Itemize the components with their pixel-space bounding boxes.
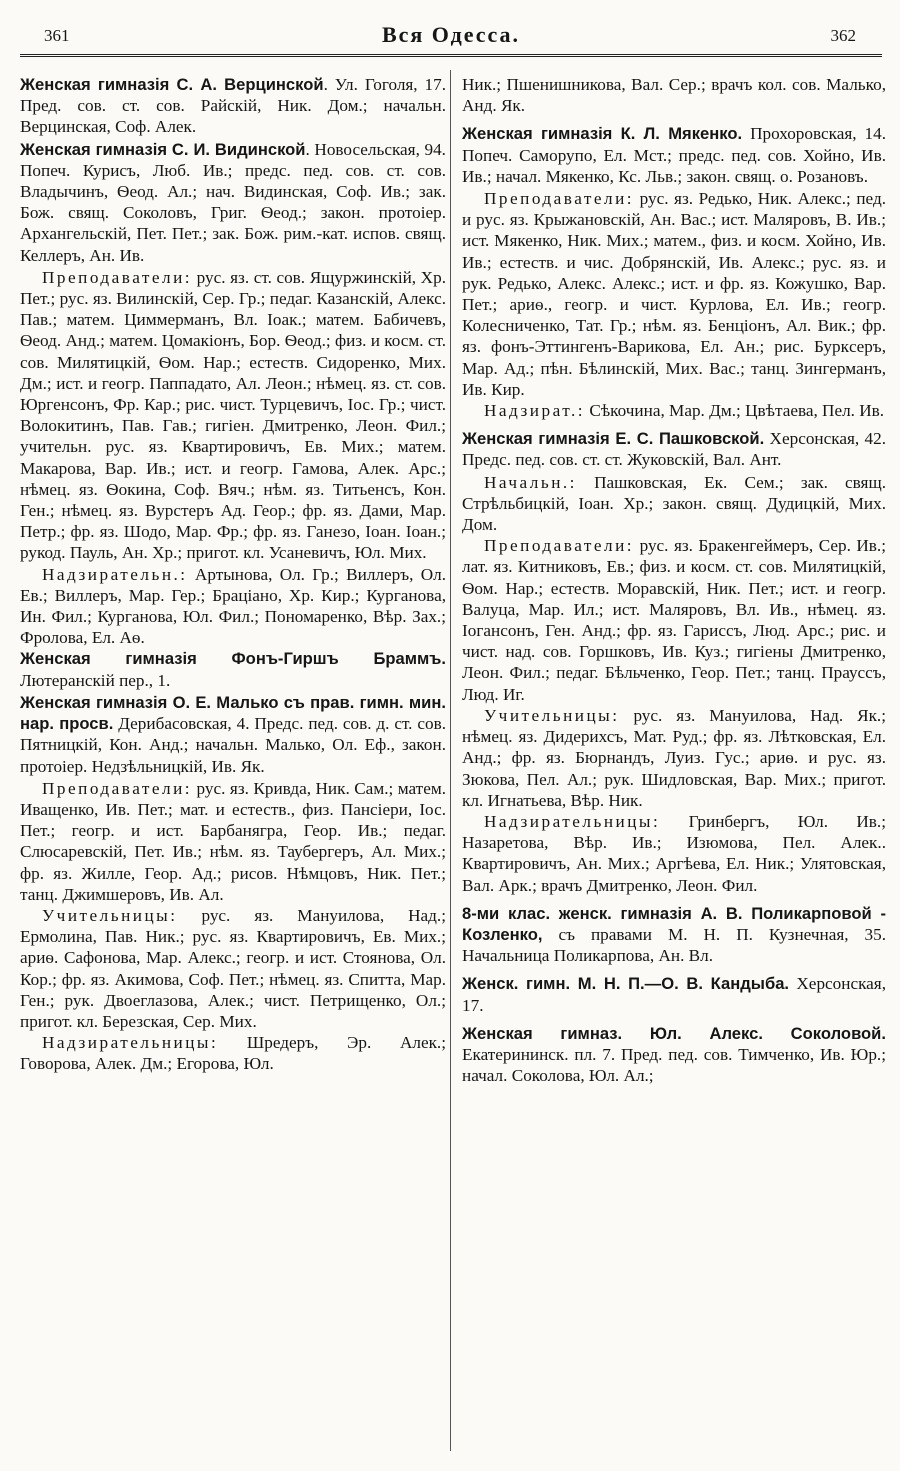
directory-entry (462, 903, 886, 967)
staff-paragraph (20, 564, 446, 649)
directory-entry (20, 74, 446, 138)
staff-paragraph (462, 472, 886, 536)
directory-entry (20, 648, 446, 690)
staff-text: рус. яз. Мануилова, Над. Як.; нѣмец. яз. Дидерихсъ, Мат. Руд.; фр. яз. Лѣтковская, Ел. Анд.; фр. яз. Бюрнандъ, Луиз. Гус.; ариѳ. и рус. яз. Зюкова, Пел. Ал.; рук. Шидловская, Вар. Мих.; пригот. кл. Игнатьева, Вѣр. Ник. (462, 705, 886, 810)
staff-label: Начальн.: (484, 472, 577, 492)
staff-label: Преподаватели: (484, 189, 635, 209)
entry-name: Женская гимназія Фонъ-Гиршъ Браммъ. (20, 649, 446, 669)
entry-name: Женск. гимн. М. Н. П.—О. В. Кандыба. (462, 974, 790, 994)
book-title: Вся Одесса. (381, 22, 521, 47)
staff-paragraph (462, 811, 886, 896)
entry-text: Херсонская, 42. Предс. пед. сов. ст. ст. Жуковскій, Вал. Ант. (462, 429, 886, 470)
staff-text: рус. яз. Редько, Ник. Алекс.; пед. и рус. яз. Крыжановскій, Ан. Вас.; ист. Маляровъ, В. Ив.; ист. Мякенко, Ник. Мих.; матем., физ. и косм. Хойно, Ив. Ив.; естеств. и чис. Добрянскій, Ив. Алекс.; рус. яз. и рук. Редько, Алекс. Алекс.; ист. и фр. яз. Кожушко, Вар. Пет.; ариѳ., геогр. и чист. Курлова, Ел. Ив.; геогр. Колесниченко, Тат. Гр.; нѣм. яз. Бенціонъ, Ал. Вик.; фр. яз. фонъ-Эттингенъ-Варикова, Ел. Ан.; рис. Буркcеръ, Мар. Ад.; пѣн. Бѣлинскій, Мих. Вас.; танц. Зингерманъ, Ив. Кир. (462, 189, 886, 399)
staff-label: Надзирательницы: (42, 1033, 219, 1053)
entry-name: 8-ми клас. женск. гимназія А. В. Поликарповой - Козленко, (462, 903, 886, 944)
directory-entry (462, 428, 886, 470)
directory-entry (20, 139, 446, 266)
staff-paragraph (20, 1032, 446, 1074)
directory-entry (462, 1023, 886, 1087)
entry-text: . Новосельская, 94. Попеч. Курисъ, Люб. Ив.; предс. пед. сов. ст. сов. Владычинъ, Ѳеод. Ал.; нач. Видинская, Соф. Ив.; зак. Бож. свящ. Соколовъ, Григ. Ѳеод.; закон. протоіер. Архангельскій, Пет. Пет.; зак. Бож. рим.-кат. испов. свящ. Келлеръ, Ан. Ив. (20, 139, 446, 265)
directory-entry (462, 973, 886, 1015)
page-number-right: 362 (830, 26, 856, 45)
staff-text: рус. яз. Мануилова, Над.; Ермолина, Пав. Ник.; рус. яз. Квартировичъ, Ев. Мих.; ариѳ. Сафонова, Мар. Алекс.; геогр. и ист. Стоянова, Ол. Кор.; фр. яз. Акимова, Соф. Пет.; нѣмец. яз. Спитта, Мар. Ген.; рук. Двоеглазова, Алек.; чист. Петрищенко, Ол.; пригот. кл. Березская, Сер. Мих. (20, 905, 446, 1031)
directory-entry (462, 123, 886, 187)
staff-text: рус. яз. ст. сов. Ящуржинскій, Хр. Пет.; рус. яз. Вилинскій, Сер. Гр.; педаг. Казанскій, Алекс. Пав.; матем. Циммерманъ, Вл. Іоак.; матем. Бабичевъ, Ѳеод. Анд.; матем. Цомакіонъ, Бор. Ѳеод.; физ. и косм. ст. сов. Милятицкій, Ѳом. Нар.; естеств. Сидоренко, Мих. Дм.; ист. и геогр. Паппадато, Ал. Леон.; нѣмец. яз. ст. сов. Юргенсонъ, Фр. Кар.; рис. чист. Турцевичъ, Іос. Гр.; чист. Волокитинъ, Пав. Гав.; гигіен. Дмитренко, Леон. Фил.; учительн. рус. яз. Квартировичъ, Ев. Мих.; матем. Макарова, Вар. Ив.; ист. и геогр. Гамова, Алек. Арс.; нѣмец. яз. Ѳокина, Соф. Вяч.; нѣм. яз. Титьенсъ, Кон. Ген.; нѣмец. яз. Вурстеръ Ад. Геор.; фр. яз. Дами, Мар. Петр.; фр. яз. Шодо, Мар. Фр.; фр. яз. Ганезо, Іоан. Іоан.; рукод. Пауль, Ан. Хр.; пригот. кл. Усаневичъ, Юл. Мих. (20, 267, 446, 563)
entry-text: . Ул. Гоголя, 17. Пред. сов. ст. сов. Райскій, Ник. Дом.; начальн. Верцинская, Соф. Алек. (20, 75, 446, 137)
staff-label: Учительницы: (42, 905, 178, 925)
staff-text: Пашковская, Ек. Сем.; зак. свящ. Стрѣльбицкій, Іоан. Хр.; закон. свящ. Дудицкій, Мих. Дом. (462, 472, 886, 535)
staff-text: Гринбергъ, Юл. Ив.; Назаретова, Вѣр. Ив.; Изюмова, Пел. Алек.. Квартировичъ, Ан. Мих.; Аргѣева, Ел. Ник.; Улятовская, Вал. Арк.; врачъ Дмитренко, Леон. Фил. (462, 811, 886, 895)
entry-name: Женская гимназія С. А. Верцинской (20, 75, 324, 94)
staff-paragraph (20, 778, 446, 905)
staff-text: рус. яз. Бракенгеймеръ, Сер. Ив.; лат. яз. Китниковъ, Ев.; физ. и косм. ст. сов. Милятицкій, Ѳом. Нар.; естеств. Моравскій, Ник. Пет.; ист. и геогр. Валуца, Мар. Ил.; ист. Маляровъ, Вл. Ив., нѣмец. яз. Іогансонъ, Ген. Анд.; фр. яз. Гариссъ, Люд. Арс.; рис. и чист. над. сов. Горшковъ, Ив. Куз.; гигіены Дмитренко, Леон. Фил.; педаг. Бѣльченко, Геор. Пет.; танц. Праусcъ, Люд. Иг. (462, 536, 886, 704)
entry-text: Херсонская, 17. (462, 974, 887, 1015)
staff-paragraph (462, 400, 886, 421)
staff-paragraph (20, 267, 446, 564)
entry-text: Лютеранскій пер., 1. (20, 670, 171, 690)
entry-text: Прохоровская, 14. Попеч. Саморупо, Ел. Мст.; предс. пед. сов. Хойно, Ив. Ив.; начал. Мякенко, Кс. Льв.; закон. свящ. о. Розановъ. (462, 124, 886, 186)
staff-text: рус. яз. Кривда, Ник. Сам.; матем. Иващенко, Ив. Пет.; мат. и естеств., физ. Пансіери, Іос. Пет.; геогр. и ист. Барбанягра, Геор. Ив.; педаг. Слюсаревскій, Пет. Ив.; нѣм. яз. Таубергеръ, Ал. Мих.; фр. яз. Жилле, Геор. Ад.; рисов. Нѣмцовъ, Ник. Пет.; танц. Джимшеровъ, Ив. Ал. (20, 778, 446, 904)
staff-text: Сѣкочина, Мар. Дм.; Цвѣтаева, Пел. Ив. (585, 401, 885, 421)
staff-paragraph (462, 705, 886, 811)
entry-text: Екатерининск. пл. 7. Пред. пед. сов. Тимченко, Ив. Юр.; начал. Соколова, Юл. Ал.; (462, 1044, 886, 1086)
staff-label: Надзирательн.: (42, 564, 188, 584)
entry-text: съ правами М. Н. П. Кузнечная, 35. Начальница Поликарпова, Ан. Вл. (462, 924, 886, 966)
staff-label: Преподаватели: (42, 267, 193, 287)
running-header (20, 20, 882, 57)
page-number-left: 361 (44, 26, 70, 45)
column-divider (450, 70, 451, 1451)
staff-label: Надзират.: (484, 401, 586, 421)
entry-name: Женская гимназія Е. С. Пашковской. (462, 429, 765, 449)
staff-paragraph (462, 535, 886, 705)
staff-label: Учительницы: (484, 705, 620, 725)
entry-text: Дерибасовская, 4. Предс. пед. сов. д. ст. сов. Пятницкій, Кон. Анд.; начальн. Малько, Ол. Еф., закон. протоіер. Недзѣльницкій, Ив. Як. (20, 714, 446, 776)
staff-paragraph (20, 905, 446, 1032)
continued-text: Ник.; Пшенишникова, Вал. Сер.; врачъ кол. сов. Малько, Анд. Як. (462, 75, 886, 116)
staff-label: Преподаватели: (484, 536, 635, 556)
staff-text: Шредеръ, Эр. Алек.; Говорова, Алек. Дм.; Егорова, Юл. (20, 1033, 446, 1074)
entry-name: Женская гимназія С. И. Видинской (20, 139, 306, 159)
staff-text: Артынова, Ол. Гр.; Виллеръ, Ол. Ев.; Виллеръ, Мар. Гер.; Брацiано, Хр. Кир.; Курганова, Ин. Фил.; Курганова, Юл. Фил.; Пономаренко, Вѣр. Зах.; Фролова, Ел. Аѳ. (20, 564, 446, 648)
staff-paragraph (462, 188, 886, 400)
staff-label: Преподаватели: (42, 778, 193, 798)
directory-entry (20, 692, 446, 777)
entry-name: Женская гимназ. Юл. Алекс. Соколовой. (462, 1023, 886, 1043)
right-column (462, 74, 886, 1087)
left-column (20, 74, 446, 1075)
staff-label: Надзирательницы: (484, 811, 661, 831)
entry-name: Женская гимназія О. Е. Малько съ прав. гимн. мин. нар. просв. (20, 692, 446, 734)
entry-name: Женская гимназія К. Л. Мякенко. (462, 124, 743, 144)
